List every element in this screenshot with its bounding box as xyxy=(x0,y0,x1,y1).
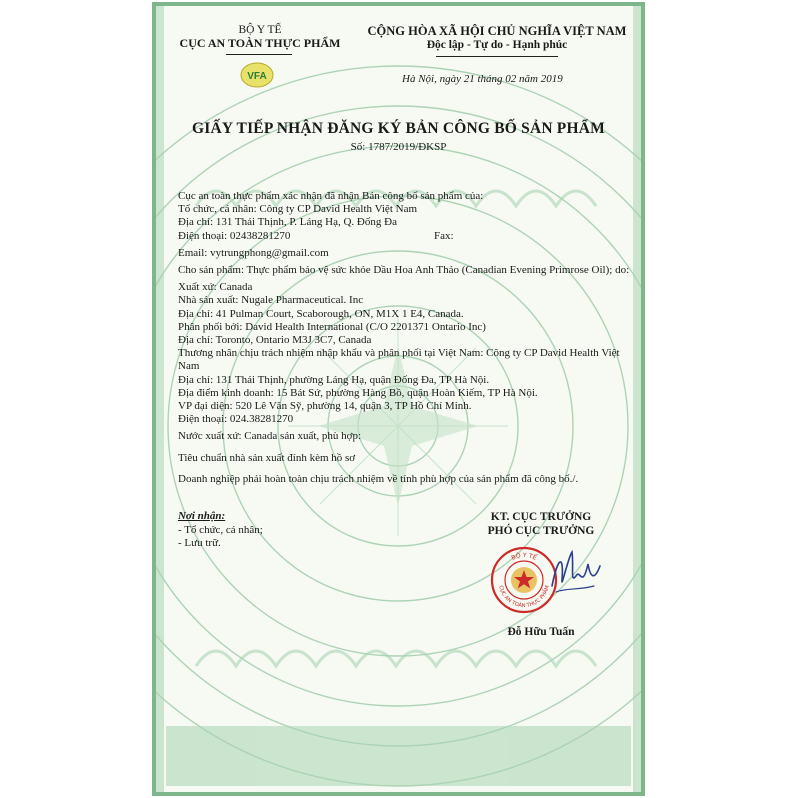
email-line: Email: vytrungphong@gmail.com xyxy=(178,246,329,259)
document-sheet xyxy=(152,2,645,796)
importer-address-line: Địa chỉ: 131 Thái Thịnh, phường Láng Hạ, quận Đống Đa, TP Hà Nội. xyxy=(178,373,490,386)
intro-line: Cục an toàn thực phẩm xác nhận đã nhận Bản công bố sản phẩm của: xyxy=(178,190,484,202)
importer-phone-line: Điện thoại: 024.38281270 xyxy=(178,413,294,426)
ministry-name: BỘ Y TẾ xyxy=(238,24,282,36)
national-motto: Độc lập - Tự do - Hạnh phúc xyxy=(426,39,568,51)
phone-line: Điện thoại: 02438281270 xyxy=(178,229,291,242)
document-title: GIẤY TIẾP NHẬN ĐĂNG KÝ BẢN CÔNG BỐ SẢN PHẨM xyxy=(192,120,605,137)
organization-line: Tổ chức, cá nhân: Công ty CP David Health Việt Nam xyxy=(178,203,418,216)
responsibility-line: Doanh nghiệp phải hoàn toàn chịu trách nhiệm về tính phù hợp của sản phẩm đã công bố./. xyxy=(178,472,579,485)
distributor-address-line: Địa chỉ: Toronto, Ontario M3J 3C7, Canada xyxy=(178,334,372,347)
manufacturer-line: Nhà sản xuất: Nugale Pharmaceutical. Inc xyxy=(178,294,364,307)
svg-text:VFA: VFA xyxy=(247,71,267,82)
fax-line: Fax: xyxy=(434,229,454,242)
standard-line: Tiêu chuẩn nhà sản xuất đính kèm hồ sơ xyxy=(178,451,356,464)
signature-block xyxy=(456,510,626,538)
manufacturer-address-line: Địa chỉ: 41 Pulman Court, Scaborough, ON, M1X 1 E4, Canada. xyxy=(178,307,464,320)
signer-position: PHÓ CỤC TRƯỞNG xyxy=(487,525,595,537)
importer-line: Thương nhân chịu trách nhiệm nhập khẩu và phân phối tại Việt Nam: Công ty CP David Health Việt Nam xyxy=(178,347,620,373)
issuer-header xyxy=(170,24,350,51)
vfa-logo xyxy=(240,62,274,88)
place-date: Hà Nội, ngày 21 tháng 02 năm 2019 xyxy=(402,73,563,85)
signer-name: Đỗ Hữu Tuấn xyxy=(507,626,575,638)
phone-fax-row xyxy=(178,230,633,243)
recipients-title: Nơi nhận: xyxy=(178,510,226,522)
agency-name: CỤC AN TOÀN THỰC PHẨM xyxy=(179,36,341,50)
product-line: Cho sản phẩm: Thực phẩm bảo vệ sức khỏe Dầu Hoa Anh Thảo (Canadian Evening Primrose Oil); do: xyxy=(178,264,630,277)
recipient-item: - Lưu trữ. xyxy=(178,537,221,549)
address-line: Địa chỉ: 131 Thái Thịnh, P. Láng Hạ, Q. Đống Đa xyxy=(178,216,397,229)
business-location-line: Địa điểm kinh doanh: 15 Bát Sứ, phường Hàng Bồ, quận Hoàn Kiếm, TP Hà Nội. xyxy=(178,386,538,399)
country-name: CỘNG HÒA XÃ HỘI CHỦ NGHĨA VIỆT NAM xyxy=(367,24,627,38)
svg-text:CỤC AN TOÀN THỰC PHẨM: CỤC AN TOÀN THỰC PHẨM xyxy=(497,584,551,610)
handwritten-signature xyxy=(544,546,604,598)
header-right-rule xyxy=(436,56,558,57)
recipient-item: - Tổ chức, cá nhân; xyxy=(178,523,263,536)
header-left-rule xyxy=(226,54,292,55)
svg-text:BỘ Y TẾ: BỘ Y TẾ xyxy=(510,551,538,562)
recipients-block xyxy=(178,510,263,551)
document-number: Số: 1787/2019/ĐKSP xyxy=(350,141,447,153)
nation-header xyxy=(352,24,642,51)
rep-office-line: VP đại diện: 520 Lê Văn Sỹ, phường 14, quận 3, TP Hồ Chí Minh. xyxy=(178,400,472,413)
document-body xyxy=(178,190,633,486)
origin-line: Xuất xứ: Canada xyxy=(178,281,253,294)
distributor-line: Phân phối bởi: David Health International (C/O 2201371 Ontario Inc) xyxy=(178,320,486,333)
signing-authority: KT. CỤC TRƯỞNG xyxy=(490,511,592,523)
country-suitability-line: Nước xuất xứ: Canada sản xuất, phù hợp: xyxy=(178,430,362,443)
